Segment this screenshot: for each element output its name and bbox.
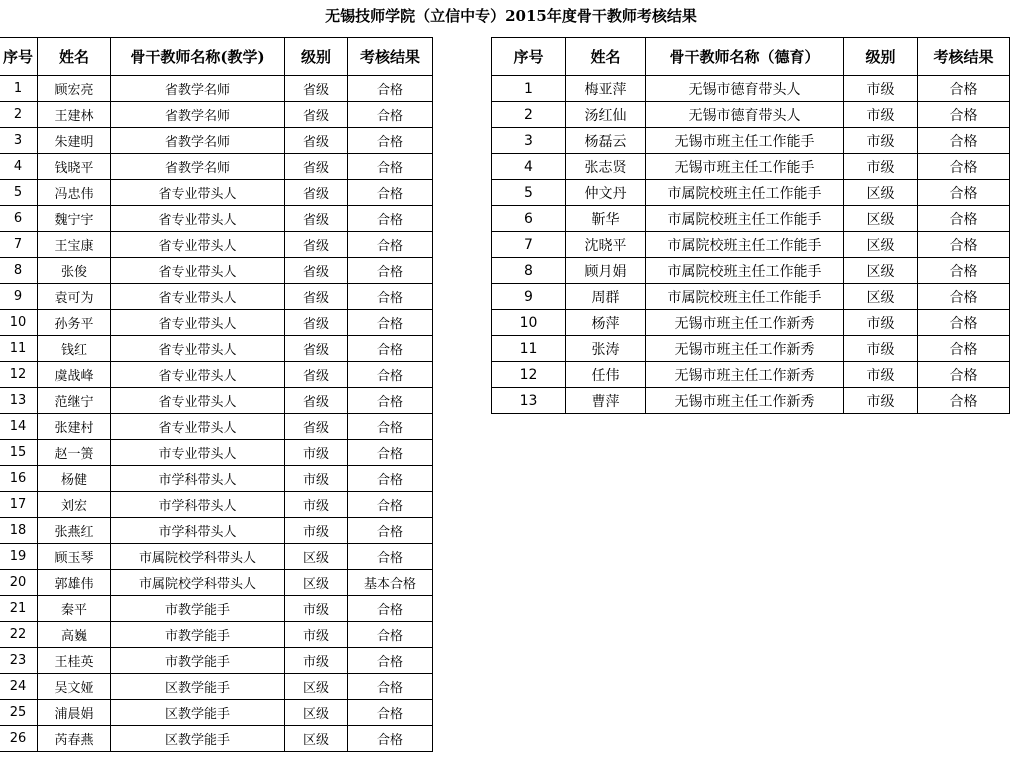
cell-index: 8: [0, 258, 38, 284]
cell-level: 省级: [285, 76, 348, 102]
cell-index: 12: [492, 362, 566, 388]
cell-result: 合格: [918, 284, 1010, 310]
cell-level: 省级: [285, 232, 348, 258]
table-row: [492, 76, 1010, 102]
cell-title: 省专业带头人: [111, 362, 285, 388]
table-row: [0, 128, 433, 154]
cell-result: 合格: [918, 310, 1010, 336]
cell-result: 合格: [348, 258, 433, 284]
cell-level: 省级: [285, 388, 348, 414]
table-row: [0, 102, 433, 128]
cell-title: 无锡市班主任工作新秀: [646, 310, 844, 336]
header-cell-index: 序号: [0, 38, 38, 76]
cell-name: 张俊: [38, 258, 111, 284]
cell-result: 基本合格: [348, 570, 433, 596]
table-row: [0, 414, 433, 440]
cell-level: 市级: [285, 440, 348, 466]
table-row: [0, 284, 433, 310]
cell-name: 杨磊云: [566, 128, 646, 154]
cell-level: 市级: [285, 466, 348, 492]
cell-name: 张建村: [38, 414, 111, 440]
cell-level: 省级: [285, 310, 348, 336]
cell-level: 省级: [285, 154, 348, 180]
table-row: [0, 336, 433, 362]
cell-name: 虞战峰: [38, 362, 111, 388]
cell-result: 合格: [918, 128, 1010, 154]
cell-name: 仲文丹: [566, 180, 646, 206]
cell-result: 合格: [918, 388, 1010, 414]
cell-title: 无锡市班主任工作新秀: [646, 388, 844, 414]
cell-index: 10: [0, 310, 38, 336]
cell-result: 合格: [348, 232, 433, 258]
cell-title: 市属院校学科带头人: [111, 544, 285, 570]
cell-name: 浦晨娟: [38, 700, 111, 726]
table-row: [0, 518, 433, 544]
cell-index: 18: [0, 518, 38, 544]
cell-result: 合格: [918, 154, 1010, 180]
cell-result: 合格: [348, 648, 433, 674]
cell-level: 省级: [285, 128, 348, 154]
cell-result: 合格: [918, 102, 1010, 128]
cell-name: 朱建明: [38, 128, 111, 154]
table-row: [0, 700, 433, 726]
cell-result: 合格: [348, 284, 433, 310]
cell-index: 7: [0, 232, 38, 258]
cell-title: 区教学能手: [111, 674, 285, 700]
cell-index: 24: [0, 674, 38, 700]
table-row: [0, 726, 433, 752]
table-row: [0, 206, 433, 232]
cell-result: 合格: [348, 466, 433, 492]
cell-index: 1: [0, 76, 38, 102]
table-row: [492, 102, 1010, 128]
cell-level: 区级: [844, 232, 918, 258]
cell-index: 17: [0, 492, 38, 518]
cell-level: 市级: [844, 336, 918, 362]
table-row: [0, 180, 433, 206]
cell-name: 魏宁宇: [38, 206, 111, 232]
table-row: [0, 76, 433, 102]
cell-result: 合格: [348, 440, 433, 466]
cell-name: 刘宏: [38, 492, 111, 518]
cell-name: 王建林: [38, 102, 111, 128]
cell-title: 省教学名师: [111, 102, 285, 128]
cell-title: 区教学能手: [111, 726, 285, 752]
table-row: [0, 310, 433, 336]
cell-name: 王桂英: [38, 648, 111, 674]
cell-title: 市属院校班主任工作能手: [646, 258, 844, 284]
cell-index: 26: [0, 726, 38, 752]
cell-result: 合格: [918, 180, 1010, 206]
cell-index: 7: [492, 232, 566, 258]
cell-index: 3: [0, 128, 38, 154]
cell-name: 汤红仙: [566, 102, 646, 128]
teaching-teacher-table: [0, 37, 433, 752]
table-row: [0, 466, 433, 492]
cell-name: 张志贤: [566, 154, 646, 180]
cell-result: 合格: [348, 206, 433, 232]
header-cell-index: 序号: [492, 38, 566, 76]
cell-name: 郭雄伟: [38, 570, 111, 596]
cell-result: 合格: [918, 258, 1010, 284]
cell-index: 9: [0, 284, 38, 310]
table-row: [492, 128, 1010, 154]
cell-title: 省专业带头人: [111, 258, 285, 284]
cell-level: 省级: [285, 180, 348, 206]
cell-index: 11: [0, 336, 38, 362]
cell-level: 市级: [285, 596, 348, 622]
cell-result: 合格: [348, 102, 433, 128]
cell-title: 无锡市德育带头人: [646, 102, 844, 128]
cell-level: 区级: [285, 544, 348, 570]
cell-result: 合格: [918, 336, 1010, 362]
header-cell-level: 级别: [285, 38, 348, 76]
cell-name: 冯忠伟: [38, 180, 111, 206]
cell-name: 顾月娟: [566, 258, 646, 284]
cell-level: 区级: [844, 180, 918, 206]
cell-title: 省专业带头人: [111, 414, 285, 440]
cell-name: 王宝康: [38, 232, 111, 258]
cell-level: 市级: [285, 648, 348, 674]
header-cell-name: 姓名: [38, 38, 111, 76]
cell-level: 市级: [285, 518, 348, 544]
cell-index: 4: [0, 154, 38, 180]
cell-title: 区教学能手: [111, 700, 285, 726]
cell-level: 市级: [285, 492, 348, 518]
cell-title: 无锡市班主任工作新秀: [646, 336, 844, 362]
cell-name: 顾宏亮: [38, 76, 111, 102]
cell-result: 合格: [348, 596, 433, 622]
cell-level: 省级: [285, 362, 348, 388]
cell-level: 省级: [285, 102, 348, 128]
cell-index: 11: [492, 336, 566, 362]
table-row: [0, 492, 433, 518]
cell-level: 省级: [285, 206, 348, 232]
page-title: 无锡技师学院（立信中专）2015年度骨干教师考核结果: [325, 7, 697, 25]
cell-index: 19: [0, 544, 38, 570]
cell-level: 区级: [844, 258, 918, 284]
cell-level: 市级: [844, 76, 918, 102]
cell-name: 梅亚萍: [566, 76, 646, 102]
table-row: [0, 154, 433, 180]
table-row: [0, 648, 433, 674]
cell-result: 合格: [348, 674, 433, 700]
cell-title: 市教学能手: [111, 648, 285, 674]
cell-title: 市属院校班主任工作能手: [646, 180, 844, 206]
table-row: [0, 570, 433, 596]
cell-title: 省专业带头人: [111, 388, 285, 414]
cell-name: 沈晓平: [566, 232, 646, 258]
cell-title: 市属院校学科带头人: [111, 570, 285, 596]
table-row: [0, 544, 433, 570]
cell-level: 市级: [844, 362, 918, 388]
cell-index: 3: [492, 128, 566, 154]
cell-title: 省教学名师: [111, 128, 285, 154]
cell-result: 合格: [348, 622, 433, 648]
cell-name: 赵一箦: [38, 440, 111, 466]
cell-result: 合格: [348, 544, 433, 570]
table-row: [492, 154, 1010, 180]
cell-result: 合格: [348, 492, 433, 518]
cell-level: 区级: [844, 284, 918, 310]
cell-title: 无锡市班主任工作能手: [646, 154, 844, 180]
cell-result: 合格: [918, 232, 1010, 258]
cell-name: 吴文娅: [38, 674, 111, 700]
cell-level: 市级: [844, 154, 918, 180]
table-row: [492, 362, 1010, 388]
cell-level: 区级: [844, 206, 918, 232]
cell-index: 23: [0, 648, 38, 674]
cell-name: 范继宁: [38, 388, 111, 414]
table-row: [0, 388, 433, 414]
cell-name: 曹萍: [566, 388, 646, 414]
cell-index: 8: [492, 258, 566, 284]
cell-result: 合格: [348, 310, 433, 336]
cell-index: 5: [492, 180, 566, 206]
cell-title: 省专业带头人: [111, 206, 285, 232]
cell-name: 秦平: [38, 596, 111, 622]
header-cell-result: 考核结果: [918, 38, 1010, 76]
cell-index: 6: [0, 206, 38, 232]
cell-title: 市学科带头人: [111, 518, 285, 544]
cell-title: 市专业带头人: [111, 440, 285, 466]
cell-name: 张燕红: [38, 518, 111, 544]
cell-index: 4: [492, 154, 566, 180]
cell-level: 省级: [285, 258, 348, 284]
moral-teacher-table: [491, 37, 1010, 414]
cell-result: 合格: [918, 76, 1010, 102]
cell-result: 合格: [348, 128, 433, 154]
cell-name: 杨健: [38, 466, 111, 492]
cell-result: 合格: [348, 518, 433, 544]
cell-name: 靳华: [566, 206, 646, 232]
cell-title: 省专业带头人: [111, 310, 285, 336]
cell-result: 合格: [348, 154, 433, 180]
cell-result: 合格: [348, 726, 433, 752]
header-cell-title: 骨干教师名称（德育）: [646, 38, 844, 76]
table-row: [492, 206, 1010, 232]
cell-index: 1: [492, 76, 566, 102]
cell-level: 省级: [285, 414, 348, 440]
table-row: [0, 232, 433, 258]
table-row: [0, 362, 433, 388]
cell-name: 袁可为: [38, 284, 111, 310]
cell-name: 顾玉琴: [38, 544, 111, 570]
cell-result: 合格: [348, 336, 433, 362]
cell-level: 区级: [285, 700, 348, 726]
cell-index: 9: [492, 284, 566, 310]
table-header-row: [492, 38, 1010, 76]
cell-index: 20: [0, 570, 38, 596]
cell-level: 区级: [285, 570, 348, 596]
cell-name: 芮春燕: [38, 726, 111, 752]
cell-title: 市教学能手: [111, 622, 285, 648]
cell-name: 任伟: [566, 362, 646, 388]
cell-index: 5: [0, 180, 38, 206]
cell-name: 杨萍: [566, 310, 646, 336]
table-header-row: [0, 38, 433, 76]
table-row: [0, 674, 433, 700]
table-row: [0, 622, 433, 648]
table-row: [0, 440, 433, 466]
cell-index: 15: [0, 440, 38, 466]
cell-result: 合格: [348, 700, 433, 726]
cell-result: 合格: [348, 362, 433, 388]
cell-level: 市级: [285, 622, 348, 648]
cell-title: 市教学能手: [111, 596, 285, 622]
cell-title: 无锡市班主任工作能手: [646, 128, 844, 154]
table-row: [492, 232, 1010, 258]
cell-name: 钱晓平: [38, 154, 111, 180]
cell-name: 张涛: [566, 336, 646, 362]
cell-level: 市级: [844, 310, 918, 336]
cell-index: 21: [0, 596, 38, 622]
cell-index: 6: [492, 206, 566, 232]
cell-title: 市学科带头人: [111, 492, 285, 518]
table-row: [492, 336, 1010, 362]
table-row: [492, 180, 1010, 206]
header-cell-result: 考核结果: [348, 38, 433, 76]
cell-title: 省教学名师: [111, 154, 285, 180]
cell-name: 周群: [566, 284, 646, 310]
cell-title: 省专业带头人: [111, 232, 285, 258]
cell-title: 市学科带头人: [111, 466, 285, 492]
cell-level: 市级: [844, 128, 918, 154]
cell-index: 10: [492, 310, 566, 336]
cell-result: 合格: [348, 414, 433, 440]
cell-title: 无锡市德育带头人: [646, 76, 844, 102]
cell-index: 25: [0, 700, 38, 726]
cell-result: 合格: [348, 180, 433, 206]
cell-name: 钱红: [38, 336, 111, 362]
table-row: [492, 284, 1010, 310]
cell-level: 省级: [285, 284, 348, 310]
header-cell-title: 骨干教师名称(教学): [111, 38, 285, 76]
cell-title: 省专业带头人: [111, 284, 285, 310]
cell-result: 合格: [918, 362, 1010, 388]
cell-level: 市级: [844, 102, 918, 128]
cell-index: 13: [0, 388, 38, 414]
cell-index: 12: [0, 362, 38, 388]
cell-index: 14: [0, 414, 38, 440]
cell-index: 22: [0, 622, 38, 648]
table-row: [492, 258, 1010, 284]
cell-index: 16: [0, 466, 38, 492]
cell-title: 省专业带头人: [111, 180, 285, 206]
cell-level: 区级: [285, 726, 348, 752]
cell-name: 高巍: [38, 622, 111, 648]
cell-title: 市属院校班主任工作能手: [646, 232, 844, 258]
cell-index: 2: [0, 102, 38, 128]
cell-title: 无锡市班主任工作新秀: [646, 362, 844, 388]
table-row: [0, 596, 433, 622]
cell-result: 合格: [348, 76, 433, 102]
cell-title: 市属院校班主任工作能手: [646, 284, 844, 310]
cell-level: 省级: [285, 336, 348, 362]
cell-level: 区级: [285, 674, 348, 700]
header-cell-name: 姓名: [566, 38, 646, 76]
table-row: [492, 310, 1010, 336]
header-cell-level: 级别: [844, 38, 918, 76]
table-row: [492, 388, 1010, 414]
cell-name: 孙务平: [38, 310, 111, 336]
cell-title: 省专业带头人: [111, 336, 285, 362]
cell-title: 省教学名师: [111, 76, 285, 102]
cell-result: 合格: [918, 206, 1010, 232]
cell-index: 2: [492, 102, 566, 128]
cell-index: 13: [492, 388, 566, 414]
table-row: [0, 258, 433, 284]
cell-result: 合格: [348, 388, 433, 414]
cell-level: 市级: [844, 388, 918, 414]
cell-title: 市属院校班主任工作能手: [646, 206, 844, 232]
